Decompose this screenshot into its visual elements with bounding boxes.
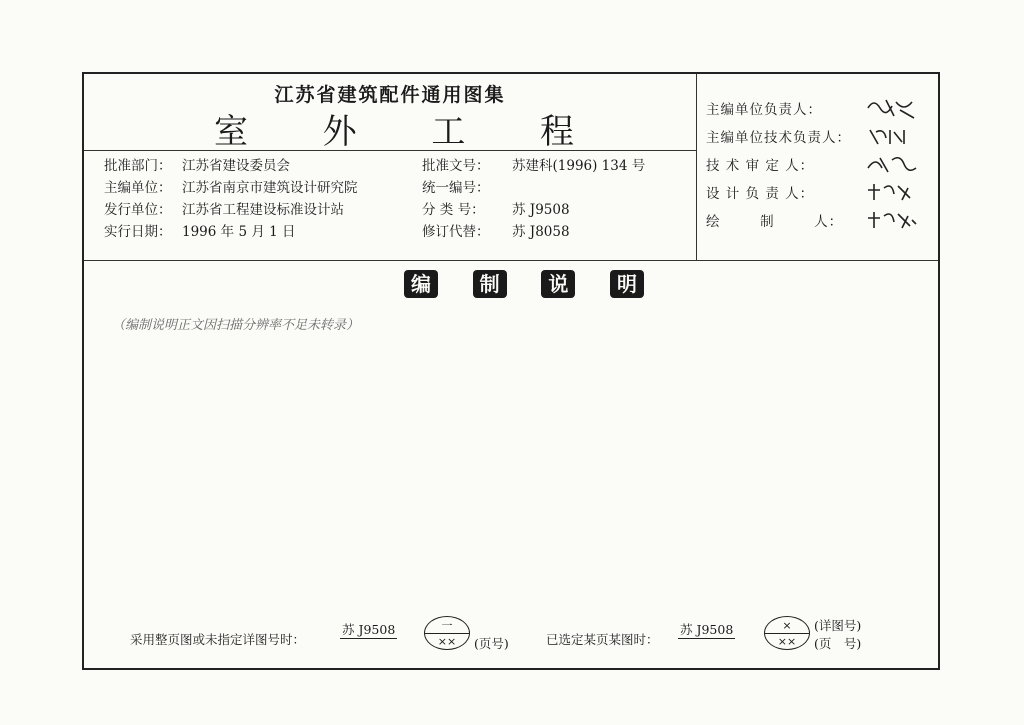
- index-code-left: 苏 J9508: [342, 622, 396, 637]
- signature-image: [864, 122, 918, 150]
- notes-placeholder: （编制说明正文因扫描分辨率不足未转录）: [112, 318, 360, 333]
- index-bottom: ××: [777, 635, 797, 648]
- responsible-row: [706, 154, 936, 178]
- approval-label: 批准部门：: [104, 158, 172, 174]
- approval-label: 批准文号：: [422, 158, 490, 174]
- approval-value: 江苏省建设委员会: [182, 158, 290, 174]
- index-symbol-right: [764, 616, 810, 650]
- index-suffix-left: (页号): [474, 636, 509, 651]
- signature-image: [864, 150, 918, 178]
- approval-label: 主编单位：: [104, 180, 172, 196]
- notes-heading: [404, 270, 644, 298]
- index-caption-left: 采用整页图或未指定详图号时：: [130, 632, 306, 647]
- signature-image: [864, 94, 918, 122]
- index-code-right: 苏 J9508: [680, 622, 734, 637]
- signature-image: [864, 178, 918, 206]
- project-title-char: 外: [322, 112, 357, 152]
- project-title-char: 程: [539, 112, 574, 152]
- approval-value: 1996 年 5 月 1 日: [182, 224, 296, 240]
- index-suffix-right-bottom: (页 号): [814, 636, 862, 651]
- responsible-label: 设 计 负 责 人：: [706, 186, 815, 202]
- approval-label: 实行日期：: [104, 224, 172, 240]
- approval-value: 苏 J8058: [512, 224, 570, 240]
- approval-value: 江苏省南京市建筑设计研究院: [182, 180, 358, 196]
- approval-label: 发行单位：: [104, 202, 172, 218]
- project-title-char: 工: [431, 112, 466, 152]
- project-title-char: 室: [214, 112, 248, 152]
- responsible-row: [706, 98, 936, 122]
- notes-heading-char: 编: [404, 270, 438, 298]
- approval-value: 苏建科(1996) 134 号: [512, 158, 646, 174]
- signature-image: [864, 206, 918, 234]
- drawing-sheet: [82, 72, 940, 670]
- approval-label: 统一编号：: [422, 180, 490, 196]
- index-top: ×: [782, 619, 792, 632]
- responsible-divider: [696, 74, 697, 260]
- index-bottom: ××: [437, 635, 457, 648]
- index-symbol-left: [424, 616, 470, 650]
- index-caption-right: 已选定某页某图时：: [546, 632, 659, 647]
- index-suffix-right-top: (详图号): [814, 618, 862, 633]
- project-title: [214, 104, 574, 153]
- approval-value: 江苏省工程建设标准设计站: [182, 202, 344, 218]
- approval-label: 修订代替：: [422, 224, 490, 240]
- approval-value: 苏 J9508: [512, 202, 570, 218]
- responsible-label: 技 术 审 定 人：: [706, 158, 815, 174]
- notes-heading-char: 说: [541, 270, 575, 298]
- responsible-row: [706, 182, 936, 206]
- responsible-label: 主编单位技术负责人：: [706, 130, 851, 146]
- approval-label: 分 类 号：: [422, 202, 485, 218]
- notes-heading-char: 明: [610, 270, 644, 298]
- responsible-label: 主编单位负责人：: [706, 102, 822, 118]
- responsible-row: [706, 210, 936, 234]
- notes-heading-char: 制: [473, 270, 507, 298]
- atlas-title: 江苏省建筑配件通用图集: [274, 84, 506, 106]
- index-top: 一: [441, 619, 453, 632]
- header-divider: [84, 260, 938, 261]
- responsible-row: [706, 126, 936, 150]
- responsible-label: 绘 制 人：: [706, 214, 844, 230]
